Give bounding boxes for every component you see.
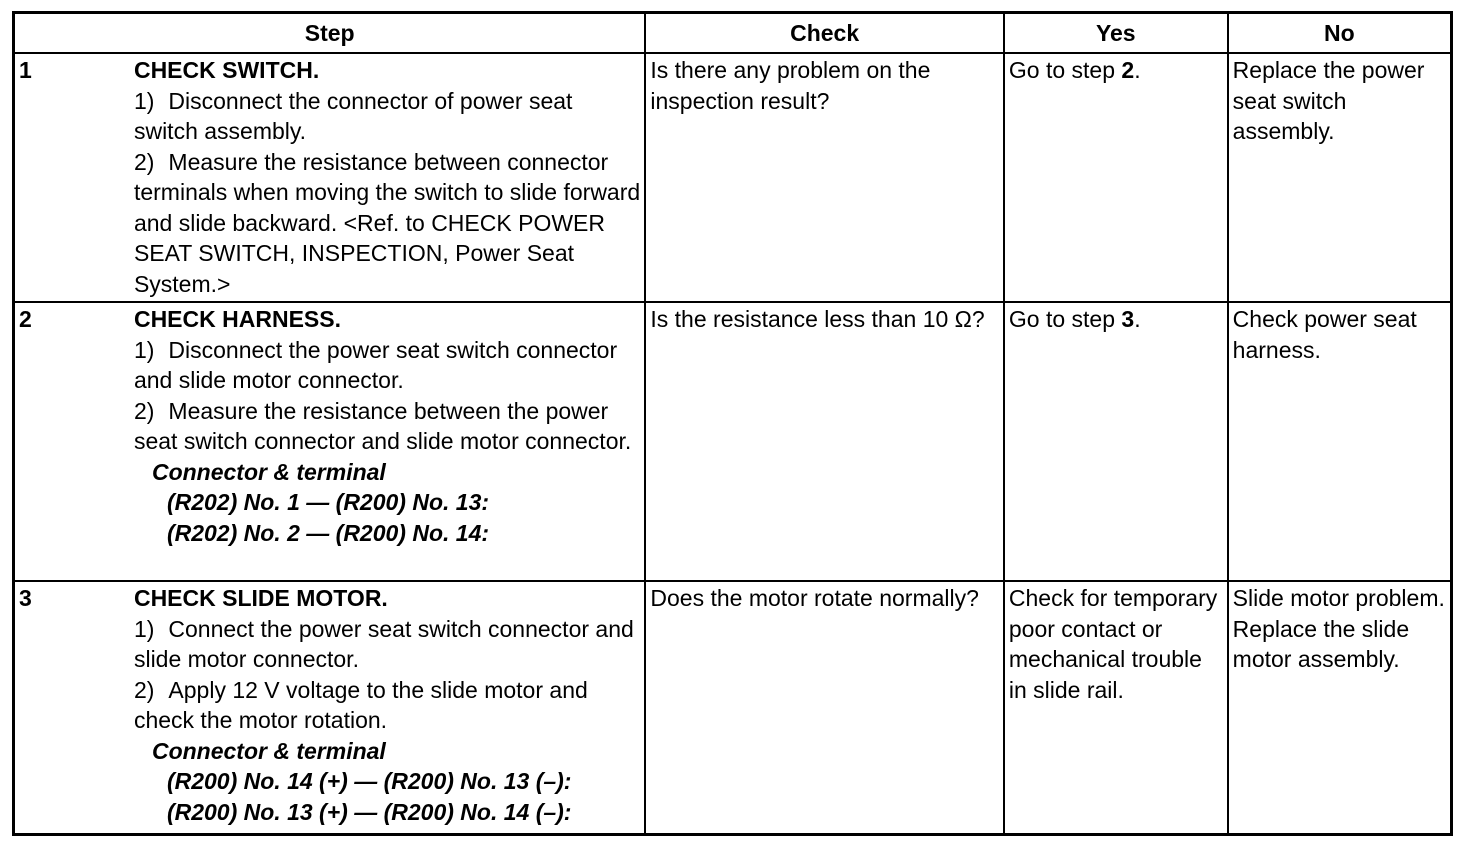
substep-number: 2) xyxy=(133,397,155,424)
yes-prefix: Go to step xyxy=(1008,57,1122,83)
connector-terminal-line: (R200) No. 13 (+) — (R200) No. 14 (–): xyxy=(166,798,572,825)
yes-step-link: 2 xyxy=(1121,57,1135,83)
step-number: 1 xyxy=(14,53,130,302)
step-number: 3 xyxy=(14,581,130,835)
header-no: No xyxy=(1228,13,1452,54)
step-description xyxy=(130,581,645,835)
check-cell: Is there any problem on the inspection result? xyxy=(645,53,1003,302)
no-cell: Replace the power seat switch assembly. xyxy=(1228,53,1452,302)
no-cell: Slide motor problem. Replace the slide motor assembly. xyxy=(1228,581,1452,835)
yes-step-link: 3 xyxy=(1121,306,1135,332)
yes-suffix: . xyxy=(1134,57,1141,83)
check-cell: Is the resistance less than 10 Ω? xyxy=(645,302,1003,581)
substep-number: 1) xyxy=(133,336,155,363)
connector-terminal-label: Connector & terminal xyxy=(151,737,386,764)
substep-number: 1) xyxy=(133,615,155,642)
step-title: CHECK HARNESS. xyxy=(133,306,341,332)
connector-terminal-label: Connector & terminal xyxy=(151,458,386,485)
no-cell: Check power seat harness. xyxy=(1228,302,1452,581)
header-step: Step xyxy=(14,13,646,54)
yes-prefix: Go to step xyxy=(1008,306,1122,332)
header-yes: Yes xyxy=(1004,13,1228,54)
connector-terminal-line: (R202) No. 2 — (R200) No. 14: xyxy=(166,519,490,546)
substep-number: 1) xyxy=(133,87,155,114)
substep xyxy=(134,396,640,457)
check-cell: Does the motor rotate normally? xyxy=(645,581,1003,835)
substep-text: Measure the resistance between the power seat switch connector and slide motor connector. xyxy=(133,397,632,454)
substep-number: 2) xyxy=(133,676,155,703)
connector-terminal-line: (R202) No. 1 — (R200) No. 13: xyxy=(166,489,490,515)
table-row xyxy=(14,53,1452,302)
step-number: 2 xyxy=(14,302,130,581)
substep-number: 2) xyxy=(133,148,155,175)
substep xyxy=(134,335,640,396)
header-row xyxy=(14,13,1452,54)
step-description xyxy=(130,302,645,581)
diagnostic-table xyxy=(12,11,1453,836)
header-check: Check xyxy=(645,13,1003,54)
step-description xyxy=(130,53,645,302)
substep xyxy=(134,147,640,300)
substep-text: Apply 12 V voltage to the slide motor and check the motor rotation. xyxy=(133,676,588,733)
yes-suffix: . xyxy=(1134,306,1141,332)
substep xyxy=(134,614,640,675)
yes-cell xyxy=(1004,53,1228,302)
step-title: CHECK SLIDE MOTOR. xyxy=(133,585,388,611)
yes-cell: Check for temporary poor contact or mechanical trouble in slide rail. xyxy=(1004,581,1228,835)
table-row xyxy=(14,581,1452,835)
step-title: CHECK SWITCH. xyxy=(133,57,320,83)
substep-text: Disconnect the power seat switch connector and slide motor connector. xyxy=(133,336,618,393)
substep-text: Disconnect the connector of power seat switch assembly. xyxy=(133,87,573,144)
connector-terminal-line: (R200) No. 14 (+) — (R200) No. 13 (–): xyxy=(166,768,572,794)
substep-text: Measure the resistance between connector terminals when moving the switch to slide forward and slide backward. <Ref. to CHECK POWER SEAT SWITCH, INSPECTION, Power Seat System.> xyxy=(133,148,641,297)
substep xyxy=(134,86,640,147)
substep xyxy=(134,675,640,736)
yes-cell xyxy=(1004,302,1228,581)
table-row xyxy=(14,302,1452,581)
substep-text: Connect the power seat switch connector and slide motor connector. xyxy=(133,615,634,672)
